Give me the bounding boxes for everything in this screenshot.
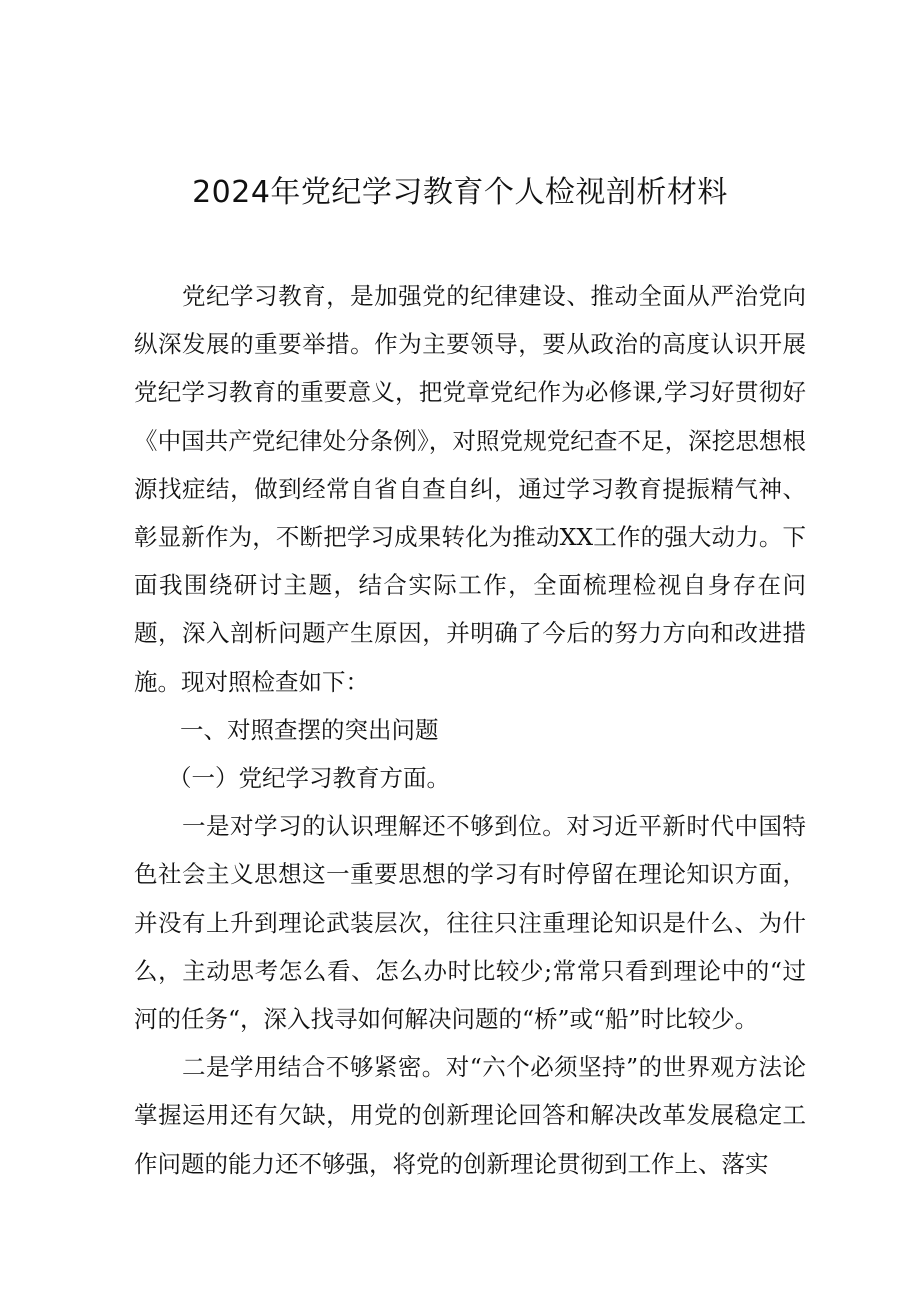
- section-heading: 一、对照查摆的突出问题: [180, 715, 439, 744]
- subsection-heading: （一）党纪学习教育方面。: [168, 764, 450, 793]
- document-title: 2024年党纪学习教育个人检视剖析材料: [192, 175, 728, 210]
- body-paragraph-one: 一是对学习的认识理解还不够到位。对习近平新时代中国特色社会主义思想这一重要思想的学习有时停留在理论知识方面，并没有上升到理论武装层次，往往只注重理论知识是什么、为什么，主动思考怎么看、怎么办时比较少;常常只看到理论中的“过河的任务“，深入找寻如何解决问题的“桥”或“船”时比较少。: [134, 812, 806, 1034]
- intro-paragraph: 党纪学习教育，是加强党的纪律建设、推动全面从严治党向纵深发展的重要举措。作为主要领导，要从政治的高度认识开展党纪学习教育的重要意义，把党章党纪作为必修课,学习好贯彻好《中国共产党纪律处分条例》，对照党规党纪查不足，深挖思想根源找症结，做到经常自省自查自纠，通过学习教育提振精气神、彰显新作为，不断把学习成果转化为推动XX工作的强大动力。下面我围绕研讨主题，结合实际工作，全面梳理检视自身存在问题，深入剖析问题产生原因，并明确了今后的努力方向和改进措施。现对照检查如下：: [134, 282, 806, 696]
- body-paragraph-two: 二是学用结合不够紧密。对“六个必须坚持”的世界观方法论掌握运用还有欠缺，用党的创新理论回答和解决改革发展稳定工作问题的能力还不够强，将党的创新理论贯彻到工作上、落实: [134, 1053, 806, 1178]
- document-body: [134, 272, 806, 1188]
